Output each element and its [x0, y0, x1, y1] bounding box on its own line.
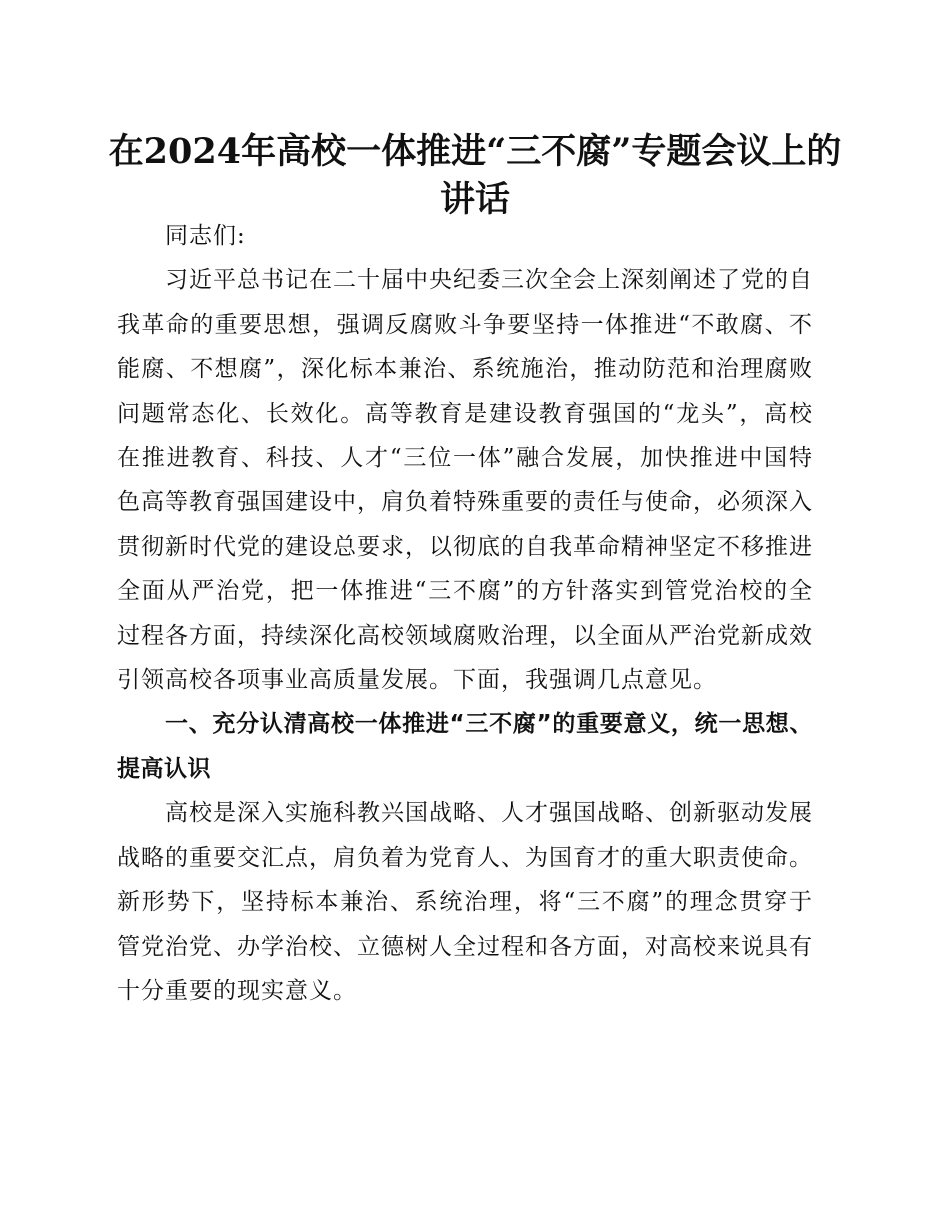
section-paragraph: 高校是深入实施科教兴国战略、人才强国战略、创新驱动发展战略的重要交汇点，肩负着为党育人、为国育才的重大职责使命。新形势下，坚持标本兼治、系统治理，将“三不腐”的理念贯穿于管党治党、办学治校、立德树人全过程和各方面，对高校来说具有十分重要的现实意义。 [117, 800, 813, 1004]
document-body [117, 214, 813, 1013]
salutation: 同志们: [165, 223, 246, 249]
document-title: 在2024年高校一体推进“三不腐”专题会议上的讲话 [108, 131, 842, 220]
section-heading: 一、充分认清高校一体推进“三不腐”的重要意义，统一思想、提高认识 [117, 711, 813, 782]
intro-paragraph: 习近平总书记在二十届中央纪委三次全会上深刻阐述了党的自我革命的重要思想，强调反腐败斗争要坚持一体推进“不敢腐、不能腐、不想腐”，深化标本兼治、系统施治，推动防范和治理腐败问题常态化、长效化。高等教育是建设教育强国的“龙头”，高校在推进教育、科技、人才“三位一体”融合发展，加快推进中国特色高等教育强国建设中，肩负着特殊重要的责任与使命，必须深入贯彻新时代党的建设总要求，以彻底的自我革命精神坚定不移推进全面从严治党，把一体推进“三不腐”的方针落实到管党治校的全过程各方面，持续深化高校领域腐败治理，以全面从严治党新成效引领高校各项事业高质量发展。下面，我强调几点意见。 [117, 267, 813, 694]
